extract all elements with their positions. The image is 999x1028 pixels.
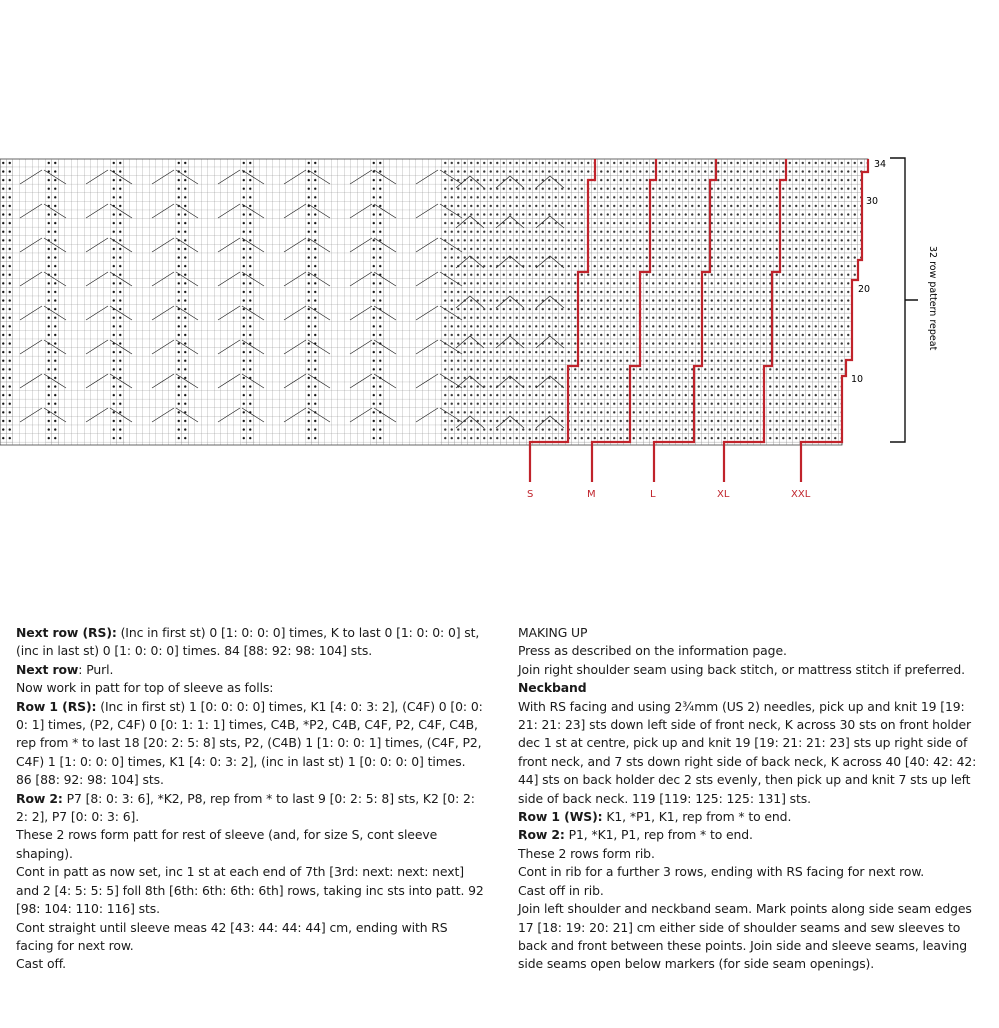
repeat-label: 32 row pattern repeat xyxy=(927,246,938,351)
label: Next row (RS): xyxy=(16,625,117,640)
size-label-xl: XL xyxy=(717,489,730,500)
text: K1, *P1, K1, rep from * to end. xyxy=(602,809,792,825)
size-label-l: L xyxy=(650,489,656,500)
rib-row-1 xyxy=(518,808,988,826)
rib-continue: Cont in rib for a further 3 rows, ending with RS facing for next row. xyxy=(518,864,925,880)
sleeve-instructions xyxy=(16,624,486,974)
making-up-instructions xyxy=(518,624,988,974)
press-note: Press as described on the information page. xyxy=(518,643,787,659)
next-row-purl xyxy=(16,661,486,679)
row-1-rs xyxy=(16,698,486,772)
neckband-heading: Neckband xyxy=(518,680,587,696)
label: Row 1 (WS): xyxy=(518,809,603,825)
making-up-heading: MAKING UP xyxy=(518,625,588,640)
text: (Inc in first st) 0 [1: 0: 0: 0] times, K to last 0 [1: 0: 0: 0] st, (inc in last st) 0 [1: 0: 0: 0] times. 84 [88: 92: 98: 104] sts. xyxy=(16,625,480,659)
size-label-s: S xyxy=(527,489,534,500)
text: (Inc in first st) 1 [0: 0: 0: 0] times, K1 [4: 0: 3: 2], (C4F) 0 [0: 0: 0: 1] times, (P2, C4F) 0 [0: 1: 1: 1] times, C4B, *P2, C4B, C4F, P2, C4F, C4B, rep from * to last 18 [20: 2: 5: 8] sts, P2, (C4B) 1 [1: 0: 0: 1] times, (C4F, P2, C4F) 1 [1: 0: 0: 0] times, K1 [4: 0: 3: 2], (inc in last st) 1 [0: 0: 0: 0] times. xyxy=(16,698,483,769)
stitch-count: 86 [88: 92: 98: 104] sts. xyxy=(16,772,164,788)
patt-intro: Now work in patt for top of sleeve as folls: xyxy=(16,680,274,696)
shoulder-seam-note: Join right shoulder seam using back stitch, or mattress stitch if preferred. xyxy=(518,661,965,677)
label: Row 2: xyxy=(16,790,63,806)
neckband-pickup: With RS facing and using 2¾mm (US 2) needles, pick up and knit 19 [19: 21: 21: 23] sts down left side of front neck, K across 30 sts on front holder dec 1 st at centre, pick up and knit 19 [19: 21: 21: 23] sts up right side of front neck, and 7 sts down right side of back neck, K across 40 [40: 42: 42: 44] sts on back holder dec 2 sts evenly, then pick up and knit 7 sts up left side of back neck. 119 [119: 125: 125: 131] sts. xyxy=(518,698,977,806)
shaping-note: Cont in patt as now set, inc 1 st at each end of 7th [3rd: next: next: next] and 2 [4: 5: 5: 5] foll 8th [6th: 6th: 6th: 6th] rows, taking inc sts into patt. 92 [98: 104: 110: 116] sts. xyxy=(16,864,484,917)
rib-note: These 2 rows form rib. xyxy=(518,845,655,861)
row-2 xyxy=(16,790,486,827)
patt-note: These 2 rows form patt for rest of sleeve (and, for size S, cont sleeve shaping). xyxy=(16,827,438,861)
final-seams: Join left shoulder and neckband seam. Mark points along side seam edges 17 [18: 19: 20: 21] cm either side of shoulder seams and sew sleeves to back and front between these points. Join side and sleeve seams, leaving side seams open below markers (for side seam openings). xyxy=(518,901,972,972)
label: Next row xyxy=(16,661,79,677)
cast-off: Cast off. xyxy=(16,956,66,972)
next-row-rs xyxy=(16,624,486,661)
text: P1, *K1, P1, rep from * to end. xyxy=(564,827,753,843)
text: P7 [8: 0: 3: 6], *K2, P8, rep from * to last 9 [0: 2: 5: 8] sts, K2 [0: 2: 2: 2], P7 [0: 0: 3: 6]. xyxy=(16,790,475,825)
repeat-bracket xyxy=(890,158,918,442)
size-label-m: M xyxy=(587,489,596,500)
label: Row 1 (RS): xyxy=(16,698,97,714)
text: : Purl. xyxy=(78,661,114,677)
knitting-chart xyxy=(0,150,999,510)
rib-row-2 xyxy=(518,826,988,844)
row-label-34: 34 xyxy=(874,159,887,170)
row-label-20: 20 xyxy=(858,284,871,295)
label: Row 2: xyxy=(518,827,565,843)
length-note: Cont straight until sleeve meas 42 [43: 44: 44: 44] cm, ending with RS facing for next row. xyxy=(16,919,448,953)
row-label-30: 30 xyxy=(866,196,879,207)
size-label-xxl: XXL xyxy=(791,489,811,500)
row-label-10: 10 xyxy=(851,374,864,385)
cast-off-rib: Cast off in rib. xyxy=(518,882,604,898)
